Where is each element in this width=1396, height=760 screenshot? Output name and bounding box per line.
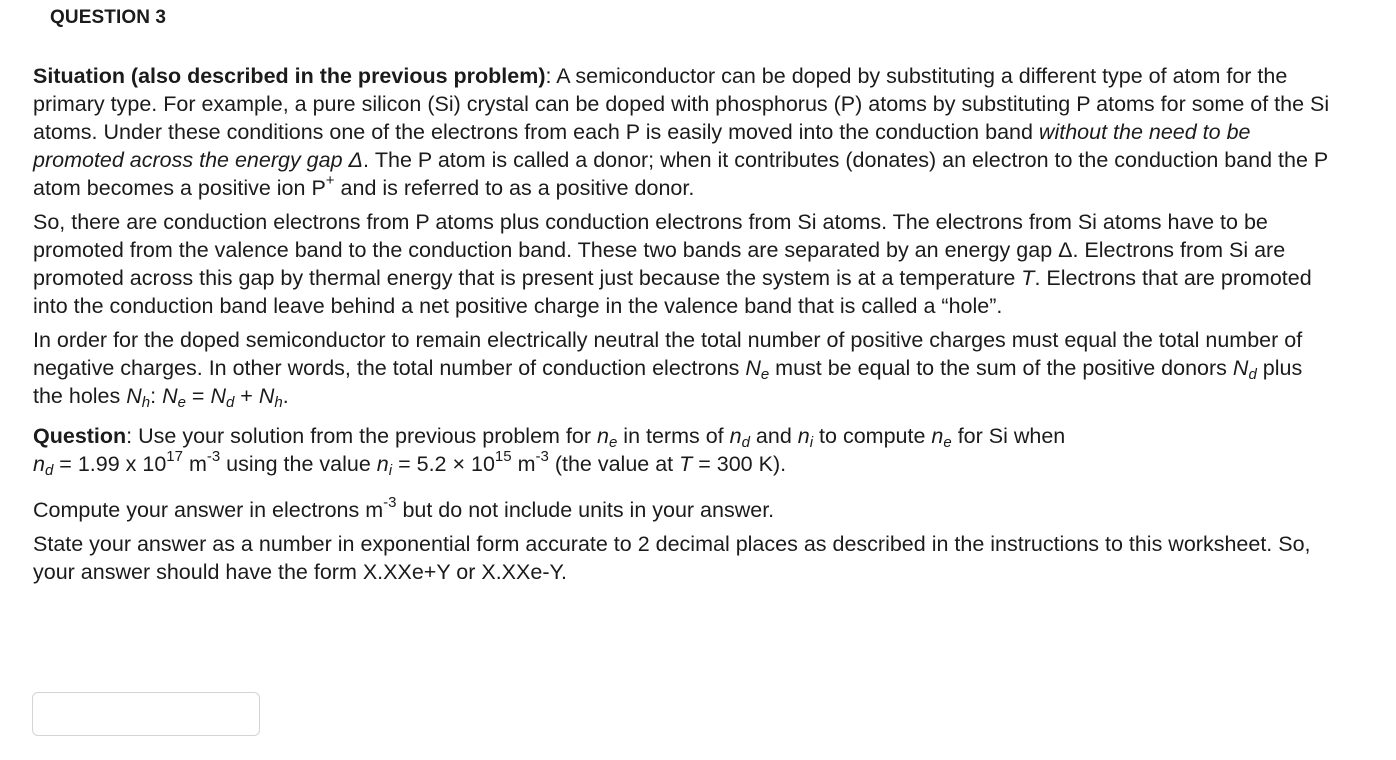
question-title: QUESTION 3 [50, 7, 167, 28]
symbol-ne: $n_e$ [931, 424, 952, 451]
symbol-ni: $n_i$ [797, 424, 814, 451]
symbol-Ne: $N_e$ [162, 384, 186, 411]
symbol-nd: $n_d$ [33, 452, 54, 479]
symbol-Ne: $N_e$ [745, 356, 770, 383]
symbol-ni: $n_i$ [376, 452, 393, 479]
question-paragraph: Question: Use your solution from the previous problem for $n_e$ in terms of $n_d$ and $n_i$ to compute $n_e$ for Si when $n_d = 1.99$ x $10^{17}$ $m^{-3}$ using the value $n_i = 5.2 \times 10^{15}$ $m^{-3}$ (the value at T = 300 K). [33, 424, 1066, 479]
question-label: Question [33, 424, 127, 448]
compute-paragraph: Compute your answer in electrons $m^{-3}$ but do not include units in your answer. [33, 494, 775, 522]
neutrality-paragraph: In order for the doped semiconductor to remain electrically neutral the total number of positive charges must equal the total number of negative charges. In other words, the total number of conduction electrons $N_e$ must be equal to the sum of the positive donors $N_d$ plus the holes $N_h$: $N_e = N_d + N_h$. [33, 328, 1303, 411]
situation-label: Situation (also described in the previous problem) [33, 64, 546, 88]
symbol-nd: $n_d$ [729, 424, 750, 451]
answer-input[interactable] [32, 692, 260, 736]
situation-paragraph: Situation (also described in the previous problem): A semiconductor can be doped by substituting a different type of atom for the primary type. For example, a pure silicon (Si) crystal can be doped with phosphorus (P) atoms by substituting P atoms for some of the Si atoms. Under these conditions one of the electrons from each P is easily moved into the conduction band without the need to be promoted across the energy gap Δ. The P atom is called a donor; when it contributes (donates) an electron to the conduction band the P atom becomes a positive ion P+ and is referred to as a positive donor. [33, 64, 1330, 200]
symbol-Nd: $N_d$ [210, 384, 235, 411]
symbol-ne: $n_e$ [597, 424, 618, 451]
symbol-Nh: $N_h$ [258, 384, 283, 411]
symbol-Nh: $N_h$ [126, 384, 151, 411]
symbol-Nd: $N_d$ [1232, 356, 1257, 383]
state-paragraph: State your answer as a number in exponential form accurate to 2 decimal places as described in the instructions to this worksheet. So, your answer should have the form X.XXe+Y or X.XXe-Y. [33, 532, 1311, 584]
question-body [33, 62, 1333, 586]
hole-paragraph: So, there are conduction electrons from P atoms plus conduction electrons from Si atoms. The electrons from Si atoms have to be promoted from the valence band to the conduction band. These two bands are separated by an energy gap Δ. Electrons from Si are promoted across this gap by thermal energy that is present just because the system is at a temperature T. Electrons that are promoted into the conduction band leave behind a net positive charge in the valence band that is called a “hole”. [33, 210, 1312, 318]
